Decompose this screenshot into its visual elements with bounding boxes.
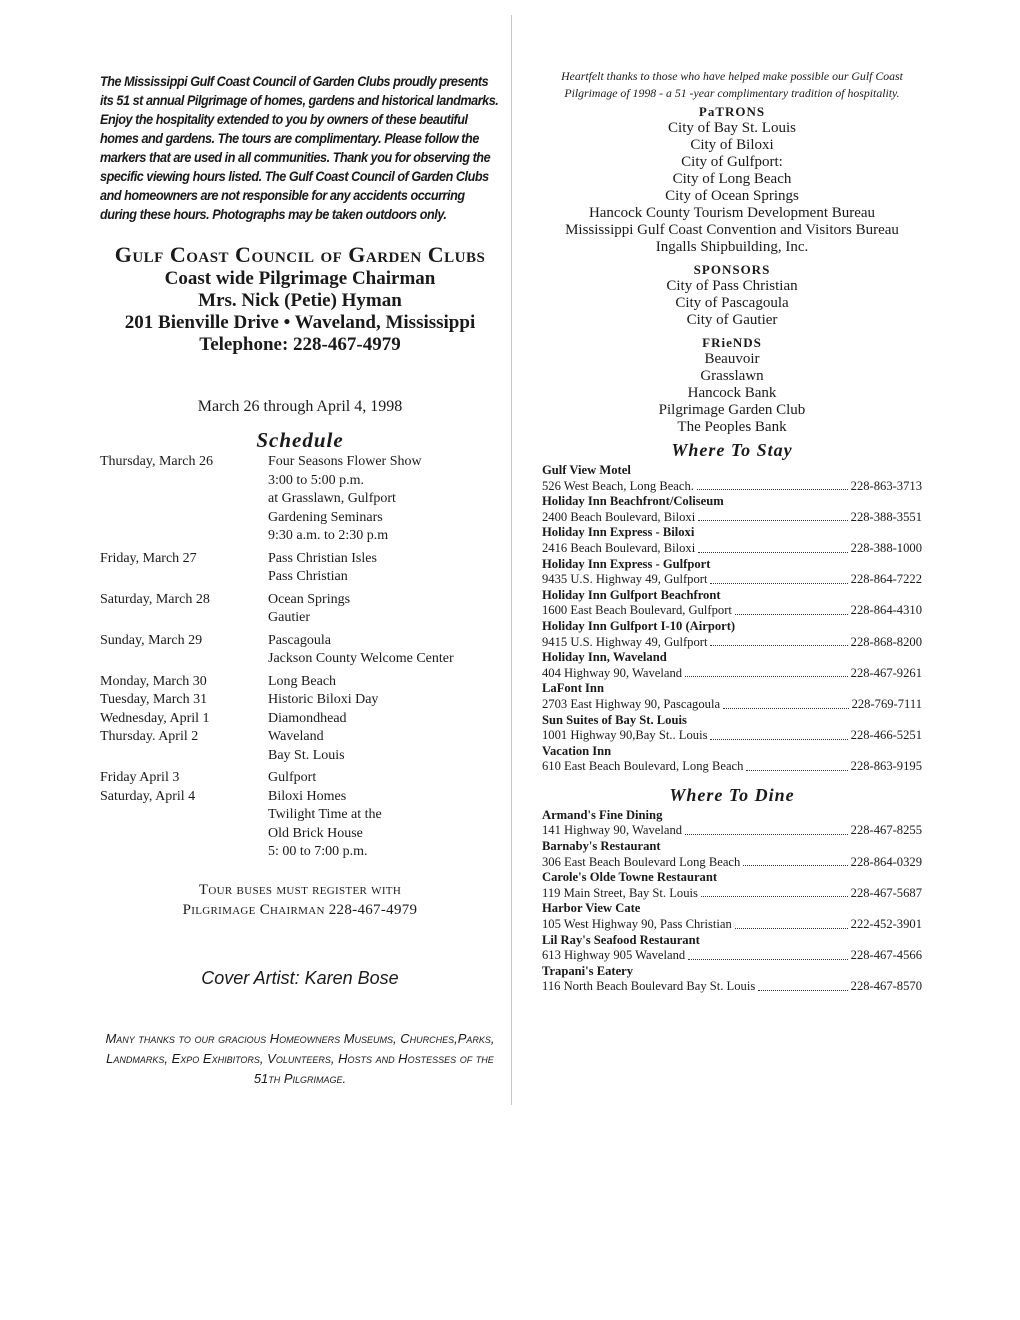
lodging-address: 2416 Beach Boulevard, Biloxi [542,540,696,555]
organization-name: Gulf Coast Council of Garden Clubs [114,242,486,267]
schedule-event: Diamondhead [268,710,347,726]
friend-item: Beauvoir [704,351,760,367]
restaurant-name: Harbor View Cate [542,901,641,916]
dot-leader [698,510,847,522]
lodging-phone: 228-863-9195 [850,759,922,774]
schedule-day: Thursday, March 26 [100,454,214,469]
schedule-event: Historic Biloxi Day [268,692,379,707]
schedule-day: Sunday, March 29 [100,632,203,648]
schedule-row [100,453,500,472]
lodging-entry [542,619,922,650]
lodging-name: Holiday Inn Beachfront/Coliseum [542,494,724,509]
schedule-day: Friday April 3 [100,770,180,785]
schedule-event: Waveland [268,729,324,744]
lodging-phone: 228-864-4310 [850,603,922,618]
schedule-row [100,509,500,528]
lodging-phone: 228-388-1000 [850,540,922,555]
right-panel [542,68,922,995]
lodging-address: 1600 East Beach Boulevard, Gulfport [542,603,732,618]
schedule-day: Monday, March 30 [100,673,207,689]
lodging-entry [542,525,922,556]
restaurant-address: 119 Main Street, Bay St. Louis [542,885,698,900]
schedule-row [100,568,500,587]
lodging-entry [542,557,922,588]
restaurant-address-line [542,855,922,871]
lodging-name: Vacation Inn [542,743,612,758]
schedule-day: Thursday. April 2 [100,729,199,744]
schedule-day: Saturday, April 4 [100,788,196,804]
friends-list [542,351,922,436]
schedule-row [100,728,500,747]
lodging-phone: 228-388-3551 [850,509,922,524]
left-panel [100,72,500,1089]
restaurant-address: 116 North Beach Boulevard Bay St. Louis [542,979,756,994]
schedule-day [100,490,268,509]
dot-leader [735,917,848,929]
schedule-event: Pass Christian [268,569,348,584]
chairman-title: Coast wide Pilgrimage Chairman [164,268,436,289]
friend-item: Pilgrimage Garden Club [658,402,806,418]
restaurant-name: Armand's Fine Dining [542,807,663,822]
restaurant-address-line [542,948,922,964]
lodging-name: Holiday Inn Gulfport Beachfront [542,587,721,602]
schedule-row [100,527,500,546]
schedule-event: Gardening Seminars [268,509,383,525]
lodging-address-line [542,697,922,713]
schedule-row [100,632,500,651]
schedule-event: Bay St. Louis [268,747,345,763]
chairman-telephone: Telephone: 228-467-4979 [199,334,401,355]
schedule-event: Biloxi Homes [268,788,347,804]
lodging-phone: 228-769-7111 [851,696,922,711]
sponsor-item: City of Gautier [686,312,778,328]
friends-title: FRieNDS [702,335,762,350]
lodging-address-line [542,635,922,651]
schedule-event: Gautier [268,610,310,625]
dot-leader [701,886,848,898]
restaurant-entry [542,933,922,964]
lodging-entry [542,650,922,681]
dot-leader [710,572,847,584]
lodging-address: 404 Highway 90, Waveland [542,665,683,680]
lodging-address: 526 West Beach, Long Beach. [542,478,694,493]
schedule-row [100,591,500,610]
restaurant-phone: 222-452-3901 [850,917,922,932]
tour-bus-line-1: Tour buses must register with [198,881,402,898]
lodging-address-line [542,759,922,775]
sponsor-item: City of Pass Christian [666,278,798,294]
patrons-list [542,120,922,256]
schedule-row [100,788,500,807]
schedule-event: 3:00 to 5:00 p.m. [268,472,365,488]
chairman-name: Mrs. Nick (Petie) Hyman [198,290,402,311]
schedule-event: Four Seasons Flower Show [268,454,422,469]
dot-leader [746,759,847,771]
restaurant-entry [542,808,922,839]
lodging-address: 610 East Beach Boulevard, Long Beach [542,759,744,774]
restaurant-address-line [542,917,922,933]
lodging-entry [542,588,922,619]
lodging-entry [542,681,922,712]
lodging-address: 9435 U.S. Highway 49, Gulfport [542,572,708,587]
thanks-note: Many thanks to our gracious Homeowners Museums, Churches,Parks, Landmarks, Expo Exhibitors, Volunteers, Hosts and Hostesses of the 51th Pilgrimage. [105,1030,495,1086]
restaurant-address-line [542,823,922,839]
schedule-row [100,472,500,491]
lodging-address: 9415 U.S. Highway 49, Gulfport [542,634,708,649]
schedule-day [100,747,268,766]
restaurant-address: 306 East Beach Boulevard Long Beach [542,854,741,869]
patron-item: Mississippi Gulf Coast Convention and Visitors Bureau [565,222,899,238]
schedule-event: Twilight Time at the [268,807,382,822]
lodging-address-line [542,541,922,557]
dot-leader [685,666,848,678]
chairman-address: 201 Bienville Drive • Waveland, Mississippi [124,312,476,333]
restaurant-phone: 228-467-5687 [850,885,922,900]
schedule-row [100,691,500,710]
dot-leader [710,728,847,740]
schedule-row [100,747,500,766]
restaurant-address-line [542,886,922,902]
tour-bus-line-2: Pilgrimage Chairman 228-467-4979 [182,901,418,918]
schedule-row [100,609,500,628]
dot-leader [698,541,847,553]
schedule-day: Friday, March 27 [100,550,197,566]
schedule-row [100,825,500,844]
restaurant-entry [542,839,922,870]
schedule-event: 9:30 a.m. to 2:30 p.m [268,528,389,543]
schedule-row [100,806,500,825]
sponsors-list [542,278,922,329]
patron-item: City of Biloxi [690,137,774,153]
lodging-entry [542,463,922,494]
heartfelt-thanks: Heartfelt thanks to those who have helped make possible our Gulf Coast Pilgrimage of 1998 - a 51 -year complimentary tradition of hospitality. [561,69,903,100]
restaurant-name: Carole's Olde Towne Restaurant [542,870,718,885]
sponsors-title: SPONSORS [693,262,771,277]
lodging-name: Holiday Inn Express - Gulfport [542,556,711,571]
schedule-day [100,806,268,825]
restaurant-address: 105 West Highway 90, Pass Christian [542,917,732,932]
schedule-event: 5: 00 to 7:00 p.m. [268,844,368,859]
schedule-day: Wednesday, April 1 [100,710,210,726]
schedule-day: Tuesday, March 31 [100,692,208,707]
schedule-day [100,527,268,546]
tour-bus-notice [100,880,500,920]
restaurant-name: Barnaby's Restaurant [542,839,661,854]
lodging-address-line [542,728,922,744]
lodging-address-line [542,510,922,526]
schedule-day [100,509,268,528]
schedule-event: at Grasslawn, Gulfport [268,491,396,506]
lodging-phone: 228-863-3713 [850,478,922,493]
lodging-name: Holiday Inn Express - Biloxi [542,525,695,540]
schedule-day [100,472,268,491]
restaurant-address: 613 Highway 905 Waveland [542,948,686,963]
schedule-row [100,843,500,862]
lodging-address: 2400 Beach Boulevard, Biloxi [542,509,696,524]
lodging-entry [542,744,922,775]
lodging-address-line [542,572,922,588]
sponsor-item: City of Pascagoula [675,295,789,311]
dot-leader [743,855,847,867]
friend-item: Hancock Bank [687,385,777,401]
schedule-title: Schedule [256,428,344,452]
restaurant-entry [542,901,922,932]
schedule-row [100,673,500,692]
page-fold-line [511,15,512,1105]
restaurant-phone: 228-467-8255 [850,823,922,838]
schedule-event: Gulfport [268,770,317,785]
patron-item: City of Ocean Springs [665,188,799,204]
lodging-address-line [542,666,922,682]
restaurant-entry [542,964,922,995]
lodging-list [542,463,922,775]
lodging-phone: 228-864-7222 [850,572,922,587]
schedule-event: Long Beach [268,673,337,689]
dot-leader [723,697,849,709]
dot-leader [688,948,847,960]
schedule-day [100,843,268,862]
schedule-day [100,825,268,844]
lodging-phone: 228-466-5251 [850,728,922,743]
intro-paragraph: The Mississippi Gulf Coast Council of Garden Clubs proudly presents its 51 st annual Pilgrimage of homes, gardens and historical landmarks. Enjoy the hospitality extended to you by owners of these beautiful homes and gardens. The tours are complimentary. Please follow the markers that are used in all communities. Thank you for observing the specific viewing hours listed. The Gulf Coast Council of Garden Clubs and homeowners are not responsible for any accidents occurring during these hours. Photographs may be taken outdoors only. [100,74,499,222]
cover-artist: Cover Artist: Karen Bose [201,967,399,988]
schedule-day [100,568,268,587]
where-to-stay-title: Where To Stay [671,440,793,460]
dot-leader [710,635,847,647]
pilgrimage-dates: March 26 through April 4, 1998 [197,398,403,415]
schedule-event: Pascagoula [268,632,331,648]
restaurant-name: Lil Ray's Seafood Restaurant [542,932,700,947]
lodging-address: 2703 East Highway 90, Pascagoula [542,696,721,711]
restaurant-address-line [542,979,922,995]
dot-leader [697,479,848,491]
patron-item: Ingalls Shipbuilding, Inc. [655,239,809,255]
restaurant-entry [542,870,922,901]
schedule-row [100,550,500,569]
patron-item: City of Bay St. Louis [668,120,796,136]
dot-leader [758,979,847,991]
lodging-phone: 228-868-8200 [850,634,922,649]
friend-item: The Peoples Bank [677,419,787,435]
schedule-day: Saturday, March 28 [100,591,210,607]
schedule-day [100,650,268,669]
restaurant-name: Trapani's Eatery [542,963,634,978]
patron-item: City of Long Beach [672,171,792,187]
schedule-row [100,710,500,729]
dot-leader [685,823,848,835]
lodging-phone: 228-467-9261 [850,665,922,680]
patron-item: Hancock County Tourism Development Bureau [588,205,876,221]
dining-list [542,808,922,995]
lodging-name: Holiday Inn Gulfport I-10 (Airport) [542,618,736,633]
patron-item: City of Gulfport: [681,154,783,170]
lodging-entry [542,713,922,744]
lodging-address-line [542,603,922,619]
schedule-row [100,490,500,509]
schedule-event: Jackson County Welcome Center [268,651,454,666]
dot-leader [735,603,848,615]
schedule-day [100,609,268,628]
friend-item: Grasslawn [700,368,764,384]
restaurant-address: 141 Highway 90, Waveland [542,823,683,838]
schedule-event: Old Brick House [268,825,363,841]
restaurant-phone: 228-467-4566 [850,948,922,963]
patrons-title: PaTRONS [698,104,766,119]
schedule-row [100,650,500,669]
lodging-name: Holiday Inn, Waveland [542,650,667,665]
lodging-address: 1001 Highway 90,Bay St.. Louis [542,728,708,743]
schedule-event: Ocean Springs [268,591,351,607]
lodging-name: Sun Suites of Bay St. Louis [542,712,687,727]
schedule-event: Pass Christian Isles [268,550,377,566]
lodging-name: LaFont Inn [542,681,604,696]
where-to-dine-title: Where To Dine [669,784,795,805]
schedule-list [100,453,500,862]
lodging-name: Gulf View Motel [542,463,631,477]
restaurant-phone: 228-864-0329 [850,854,922,869]
restaurant-phone: 228-467-8570 [850,979,922,994]
lodging-address-line [542,479,922,495]
lodging-entry [542,494,922,525]
schedule-row [100,769,500,788]
